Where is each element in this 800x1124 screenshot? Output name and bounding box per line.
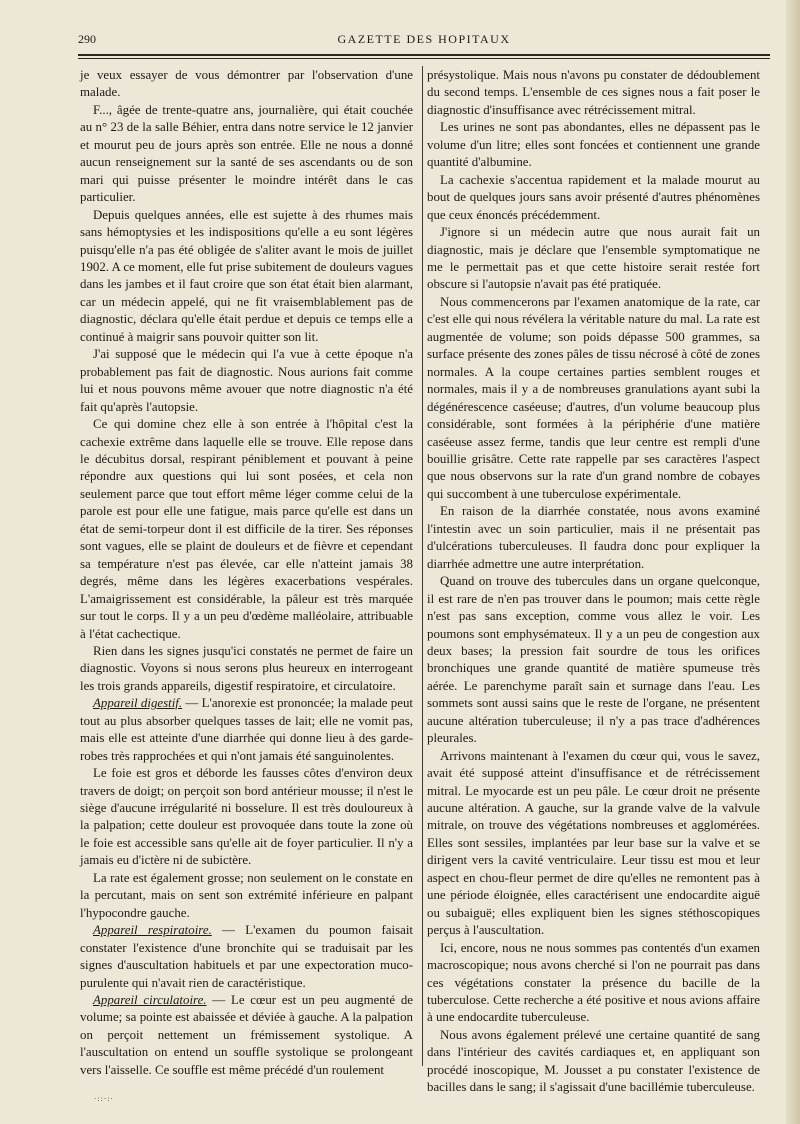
paragraph: J'ai supposé que le médecin qui l'a vue à cette époque n'a probablement pas fait de diagnostic. Nous aurions fait comme lui et nous pouvons même avouer que notre diagnostic n'a été fait qu'après l'autopsie. bbox=[80, 347, 413, 414]
paragraph: je veux essayer de vous démontrer par l'observation d'une malade. bbox=[80, 68, 413, 100]
paragraph bbox=[80, 992, 413, 1079]
paragraph: La cachexie s'accentua rapidement et la malade mourut au bout de quelques jours sans avoir présenté d'autres phénomènes que ceux énoncés précédemment. bbox=[427, 172, 760, 222]
running-title: GAZETTE DES HOPITAUX bbox=[337, 32, 511, 46]
paragraph: Arrivons maintenant à l'examen du cœur qui, vous le savez, avait été supposé atteint d'insuffisance et de rétrécissement mitral. Le myocarde est un peu pâle. Le cœur droit ne présente aucune altération. A gauche, sur la grande valve de la valvule mitrale, on trouve des végétations nombreuses et agglomérées. Elles sont sessiles, implantées par leur base sur la valve et se dirigent vers la cavité ventriculaire. Leur tissu est mou et leur aspect en chou-fleur permet de dire qu'elles ne remontent pas à une période éloignée, elles caractérisent une endocardite aiguë ou subaiguë; elles expliquent bien les signes stéthoscopiques perçus à l'auscultation. bbox=[427, 748, 760, 938]
paragraph: Le foie est gros et déborde les fausses côtes d'environ deux travers de doigt; on perçoit son bord antérieur mousse; il n'est le siège d'aucune irrégularité ni bosselure. Il est très douloureux à la palpation; cette douleur est provoquée dans toute la zone où le foie est accessible sans qu'elle ait de foyer particulier. Il n'y a jamais eu d'ictère ni de subictère. bbox=[80, 766, 413, 868]
paragraph-text: — L'examen du poumon faisait constater l'existence d'une bronchite qui se traduisait par les signes d'auscultation habituels et par une expectoration muco-purulente qui n'avait rien de caractéristique. bbox=[80, 923, 413, 990]
paragraph: Ce qui domine chez elle à son entrée à l'hôpital c'est la cachexie extrême dans laquelle elle se trouve. Elle repose dans le décubitus dorsal, respirant péniblement et pouvant à peine répondre aux questions qui lui sont posées, et cela non seulement parce que tout effort même léger comme celui de la parole est pour elle une fatigue, mais parce qu'elle est dans un état de semi-torpeur dont il est difficile de la tirer. Ses réponses sont vagues, elle se plaint de douleurs et de fièvre et cependant sa température n'est pas élevée, car elle n'atteint jamais 38 degrés, même dans les légères exacerbations vespérales. L'amaigrissement est considérable, la pâleur est très marquée sur tout le corps. Il y a un peu d'œdème malléolaire, attribuable à l'état cachectique. bbox=[80, 417, 413, 641]
paragraph: Rien dans les signes jusqu'ici constatés ne permet de faire un diagnostic. Voyons si nous serons plus heureux en interrogeant les trois grands appareils, digestif respiratoire, et circulatoire. bbox=[80, 643, 413, 693]
paragraph: En raison de la diarrhée constatée, nous avons examiné l'intestin avec un soin particulier, mais il ne présentait pas d'ulcérations tuberculeuses. Il faudra donc pour expliquer la diarrhée admettre une autre interprétation. bbox=[427, 504, 760, 571]
right-column bbox=[427, 67, 760, 1097]
paragraph: Quand on trouve des tubercules dans un organe quelconque, il est rare de n'en pas trouver dans le poumon; mais cette règle n'est pas sans exception, comme vous allez le voir. Les poumons sont emphysémateux. Il y a un peu de congestion aux deux bases; la pression fait sourdre de tous les orifices bronchiques une grande quantité de matière spumeuse très aérée. Le parenchyme paraît sain et surnage dans l'eau. Les sommets sont aussi sains que le reste de l'organe, ne présentent aucune altération tuberculeuse; il n'y a pas trace d'adhérences pleurales. bbox=[427, 574, 760, 746]
paragraph: F..., âgée de trente-quatre ans, journalière, qui était couchée au n° 23 de la salle Béhier, entra dans notre service le 12 janvier et mourut peu de jours après son entrée. Elle ne nous a donné aucun renseignement sur la santé de ses ascendants ou de son mari qui puisse présenter le moindre intérêt dans le cas particulier. bbox=[80, 102, 413, 205]
paragraph: présystolique. Mais nous n'avons pu constater de dédoublement du second temps. L'ensemble de ces signes nous a fait poser le diagnostic d'insuffisance avec rétrécissement mitral. bbox=[427, 68, 760, 117]
section-rubric: Appareil circulatoire. bbox=[93, 993, 207, 1008]
paragraph: La rate est également grosse; non seulement on le constate en la percutant, mais on sent son extrémité inférieure en palpant l'hypocondre gauche. bbox=[80, 870, 413, 920]
page-edge bbox=[786, 0, 800, 1124]
paragraph: Ici, encore, nous ne nous sommes pas contentés d'un examen macroscopique; nous avons cherché si l'on ne pourrait pas dans ces végétations constater la présence du bacille de la tuberculose. Cette recherche a été positive et nous avions affaire à une endocardite tuberculeuse. bbox=[427, 940, 760, 1025]
printer-mark: ·::·:· bbox=[94, 1095, 114, 1103]
section-rubric: Appareil respiratoire. bbox=[93, 923, 212, 938]
left-column bbox=[80, 67, 413, 1079]
paragraph-text: — L'anorexie est prononcée; la malade peut tout au plus absorber quelques tasses de lait; elle ne vomit pas, mais elle est atteinte d'une diarrhée qui donne lieu à des garde-robes très rapprochées et qui n'ont jamais été sanguinolentes. bbox=[80, 696, 413, 763]
paragraph bbox=[80, 922, 413, 992]
column-divider bbox=[422, 66, 423, 1066]
section-rubric: Appareil digestif. bbox=[93, 696, 183, 711]
header-rule bbox=[78, 54, 770, 56]
page-number: 290 bbox=[78, 32, 96, 46]
header-rule-thin bbox=[78, 58, 770, 59]
paragraph: J'ignore si un médecin autre que nous aurait fait un diagnostic, mais je déclare que l'ensemble symptomatique ne me le permettait pas et que cette histoire serait restée fort obscure si l'autopsie n'avait pas été pratiquée. bbox=[427, 225, 760, 292]
paragraph: Les urines ne sont pas abondantes, elles ne dépassent pas le volume d'un litre; elles sont foncées et contiennent une grande quantité d'albumine. bbox=[427, 120, 760, 170]
page-header bbox=[78, 32, 770, 52]
paragraph-text: — Le cœur est un peu augmenté de volume; sa pointe est abaissée et déviée à gauche. A la palpation on perçoit nettement un frémissement systolique. A l'auscultation on entend un souffle systolique se prolongeant vers l'aisselle. Ce souffle est même précédé d'un roulement bbox=[80, 993, 413, 1077]
paragraph: Depuis quelques années, elle est sujette à des rhumes mais sans hémoptysies et les indispositions qu'elle a eu sont légères puisqu'elle n'a pas été obligée de s'aliter avant le mois de juillet 1902. A ce moment, elle fut prise subitement de douleurs vagues dans les jambes et il faut croire que son état était bien alarmant, car un médecin appelé, qui ne fit vraisemblablement pas de diagnostic, déclara qu'elle était perdue et depuis ce temps elle a continué à maigrir sans pouvoir quitter son lit. bbox=[80, 207, 413, 344]
paragraph: Nous commencerons par l'examen anatomique de la rate, car c'est elle qui nous révélera la véritable nature du mal. La rate est augmentée de volume; son poids dépasse 500 grammes, sa surface présente des zones pâles de tissu nécrosé à côté de zones normales. A la coupe certaines parties semblent rouges et normales, mais il y a de nombreuses granulations ayant subi la dégénérescence caséeuse; d'autres, d'un volume beaucoup plus considérable, sont formées à la périphérie d'une matière caséeuse assez ferme, tandis que leur centre est rempli d'une bouillie grisâtre. Cette rate rappelle par ses caractères l'aspect que nous observons sur la rate d'un grand nombre de cobayes qui succombent à une tuberculose expérimentale. bbox=[427, 294, 760, 501]
paragraph bbox=[80, 695, 413, 765]
paragraph: Nous avons également prélevé une certaine quantité de sang dans l'intérieur des cavités cardiaques et, en appliquant son procédé inoscopique, M. Jousset a pu constater l'existence de bacilles dans le sang; il s'agissait d'une bacillémie tuberculeuse. bbox=[427, 1027, 760, 1095]
